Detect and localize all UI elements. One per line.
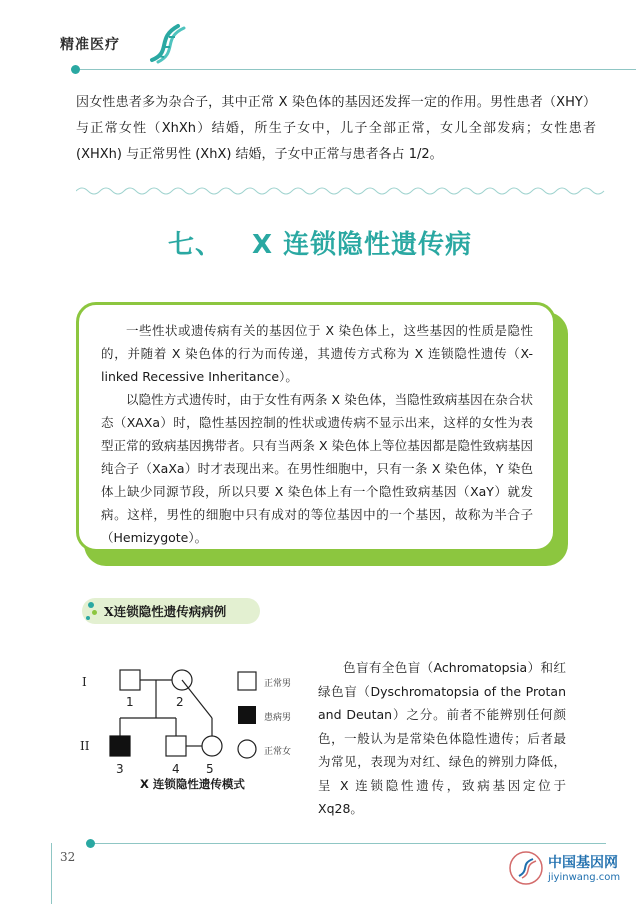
color-blindness-text <box>318 656 566 821</box>
spouse-diagonal <box>182 680 212 718</box>
intro-paragraph: 因女性患者多为杂合子，其中正常 X 染色体的基因还发挥一定的作用。男性患者（XHY）与正常女性（XhXh）结婚，所生子女中，儿子全部正常，女儿全部发病；女性患者 (XHXh) 与正常男性 (XhX) 结婚，子女中正常与患者各占 1/2。 <box>76 95 596 162</box>
box-paragraph-1: 一些性状或遗传病有关的基因位于 X 染色体上，这些基因的性质是隐性的，并随着 X 染色体的行为而传递，其遗传方式称为 X 连锁隐性遗传（X-linked Recessive Inheritance）。 <box>101 323 533 384</box>
individual-number-3: 3 <box>116 762 124 776</box>
legend-label-normal-female: 正常女 <box>264 747 292 757</box>
watermark-cn: 中国基因网 <box>548 855 618 871</box>
dna-logo-icon <box>142 20 188 66</box>
legend-normal-female-icon <box>238 740 256 758</box>
watermark <box>506 850 636 890</box>
individual-3-affected-male <box>110 736 130 756</box>
watermark-en: jiyinwang.com <box>548 872 621 883</box>
individual-number-1: 1 <box>126 695 134 709</box>
watermark-logo-icon <box>508 850 544 886</box>
footer-vertical-line <box>51 843 52 904</box>
pedigree-caption: X 连锁隐性遗传模式 <box>140 777 245 791</box>
box-paragraph-2: 以隐性方式遗传时，由于女性有两条 X 染色体，当隐性致病基因在杂合状态（XAXa）时，隐性基因控制的性状或遗传病不显示出来，这样的女性为表型正常的致病基因携带者。只有当两条 X 染色体上等位基因都是隐性致病基因纯合子（XaXa）时才表现出来。在男性细胞中，只有一条 X 染色体，Y 染色体上缺少同源节段，所以只要 X 染色体上有一个隐性致病基因（XaY）就发病。这样，男性的细胞中只有成对的等位基因中的一个基因，故称为半合子（Hemizygote）。 <box>101 392 533 545</box>
legend-normal-male-icon <box>238 672 256 690</box>
header-dot <box>71 65 80 74</box>
header-divider <box>76 69 636 70</box>
individual-number-2: 2 <box>176 695 184 709</box>
pill-dot-icon <box>92 610 97 615</box>
pill-dot-icon <box>88 602 94 608</box>
individual-4-normal-male <box>166 736 186 756</box>
section-number: 七、 <box>167 230 222 260</box>
individual-5-female <box>202 736 222 756</box>
header-title: 精准医疗 <box>60 37 120 53</box>
individual-1-normal-male <box>120 670 140 690</box>
generation-label-i: I <box>82 675 87 689</box>
individual-number-4: 4 <box>172 762 180 776</box>
pill-dot-icon <box>86 616 90 620</box>
case-subheading <box>82 598 260 624</box>
legend-label-affected-male: 患病男 <box>264 713 292 723</box>
wavy-divider <box>76 185 606 197</box>
generation-label-ii: II <box>80 739 90 753</box>
legend-affected-male-icon <box>238 706 256 724</box>
footer-divider <box>90 843 606 844</box>
section-title-text: X 连锁隐性遗传病 <box>251 230 473 260</box>
definition-box <box>76 302 556 552</box>
subheading-text: X连锁隐性遗传病病例 <box>104 604 227 619</box>
right-paragraph: 色盲有全色盲（Achromatopsia）和红绿色盲（Dyschromatopsia of the Protan and Deutan）之分。前者不能辨别任何颜色，一般认为是常染色体隐性遗传；后者最为常见，表现为对红、绿色的辨别力降低，呈 X 连锁隐性遗传，致病基因定位于 Xq28。 <box>318 660 566 816</box>
footer-dot <box>86 839 95 848</box>
section-title <box>0 224 640 261</box>
individual-number-5: 5 <box>206 762 214 776</box>
page-number: 32 <box>60 850 76 864</box>
legend-label-normal-male: 正常男 <box>264 679 292 689</box>
